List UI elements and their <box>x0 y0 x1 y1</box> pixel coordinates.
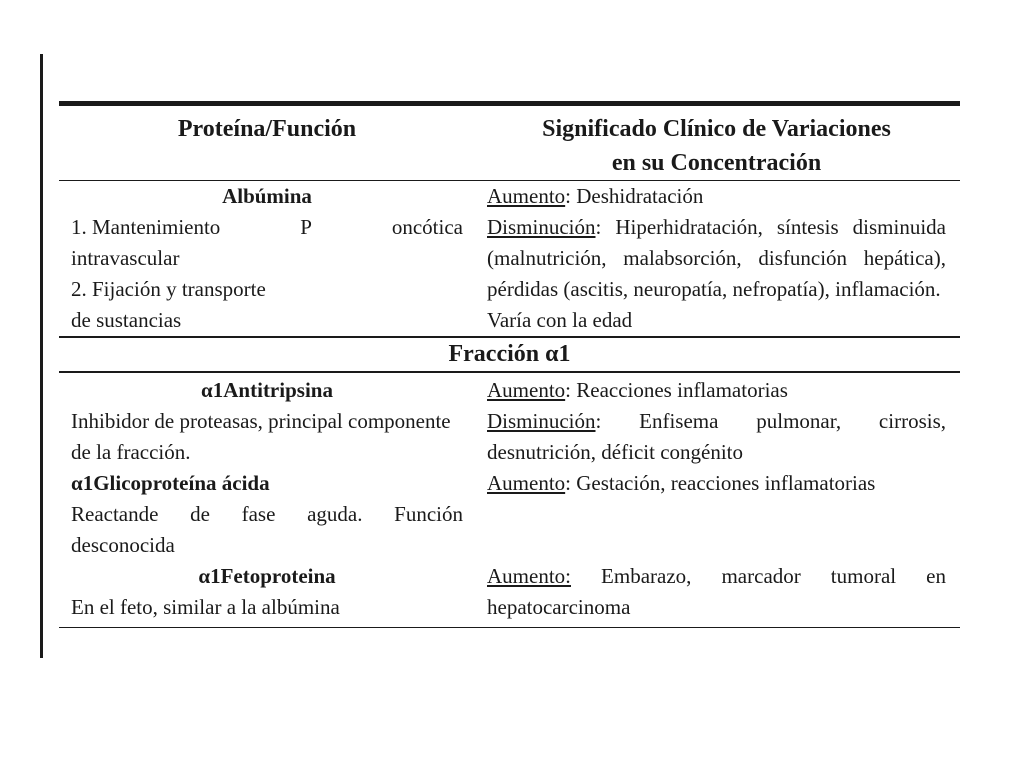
fraccion-alpha1-title: Fracción α1 <box>448 341 571 367</box>
table-row-antitripsina <box>59 373 960 468</box>
glicoproteina-aumento <box>487 468 946 499</box>
glicoproteina-clinical-cell <box>471 468 960 561</box>
antitripsina-func: Inhibidor de proteasas, principal componente de la fracción. <box>71 409 451 464</box>
fetoproteina-aumento-label: Aumento: <box>487 564 571 588</box>
albumina-func1-b: P <box>300 215 312 239</box>
table-header <box>59 106 960 180</box>
protein-table <box>59 101 960 628</box>
antitripsina-clinical-cell <box>471 375 960 468</box>
glicoproteina-func: Reactande de fase aguda. Función desconocida <box>71 502 463 557</box>
fetoproteina-name: α1Fetoproteina <box>198 564 336 588</box>
albumina-name: Albúmina <box>222 184 312 208</box>
glicoproteina-name: α1Glicoproteína ácida <box>71 471 270 495</box>
albumina-func1-a: 1. Mantenimiento <box>71 215 221 239</box>
albumina-function-cell <box>59 181 471 336</box>
glicoproteina-aumento-text: : Gestación, reacciones inflamatorias <box>565 471 876 495</box>
albumina-clinical-cell <box>471 181 960 336</box>
antitripsina-function-cell <box>59 375 471 468</box>
antitripsina-dism-label: Disminución <box>487 409 596 433</box>
header-clinical-line2: en su Concentración <box>611 150 822 176</box>
albumina-func1-line <box>71 212 463 243</box>
albumina-dism-label: Disminución <box>487 215 596 239</box>
antitripsina-aumento-label: Aumento <box>487 378 566 402</box>
antitripsina-aumento <box>487 375 946 406</box>
antitripsina-name: α1Antitripsina <box>201 378 333 402</box>
antitripsina-aumento-text: : Reacciones inflamatorias <box>565 378 788 402</box>
table-row-glicoproteina <box>59 468 960 561</box>
albumina-aumento-label: Aumento <box>487 184 566 208</box>
antitripsina-dism-text: : Enfisema pulmonar, cirrosis, desnutrición, déficit congénito <box>487 409 946 464</box>
header-clinical-significance <box>471 106 960 180</box>
fetoproteina-clinical-cell <box>471 561 960 623</box>
albumina-func1-d: intravascular <box>71 246 180 270</box>
table-row-albumina <box>59 181 960 336</box>
albumina-aumento-text: : Deshidratación <box>565 184 704 208</box>
fetoproteina-func: En el feto, similar a la albúmina <box>71 595 340 619</box>
table-bottom-rule <box>59 627 960 628</box>
albumina-dism-text: : Hiperhidratación, síntesis disminuida (malnutrición, malabsorción, disfunción hepática), pérdidas (ascitis, neuropatía, nefropatía), inflamación. <box>487 215 946 301</box>
antitripsina-disminucion <box>487 406 946 468</box>
table-row-fetoproteina <box>59 561 960 623</box>
header-clinical-line1: Significado Clínico de Variaciones <box>542 116 891 142</box>
albumina-func2-a: 2. Fijación y transporte <box>71 277 266 301</box>
glicoproteina-function-cell <box>59 468 471 561</box>
albumina-aumento <box>487 181 946 212</box>
fetoproteina-aumento-text: Embarazo, marcador tumoral en hepatocarcinoma <box>487 564 946 619</box>
fetoproteina-aumento <box>487 561 946 623</box>
albumina-edad: Varía con la edad <box>487 308 633 332</box>
albumina-disminucion <box>487 212 946 305</box>
left-margin-rule <box>40 54 43 658</box>
fetoproteina-function-cell <box>59 561 471 623</box>
albumina-func1-c: oncótica <box>391 215 463 239</box>
header-protein-function: Proteína/Función <box>177 116 357 142</box>
albumina-func2-b: de sustancias <box>71 308 182 332</box>
glicoproteina-aumento-label: Aumento <box>487 471 566 495</box>
